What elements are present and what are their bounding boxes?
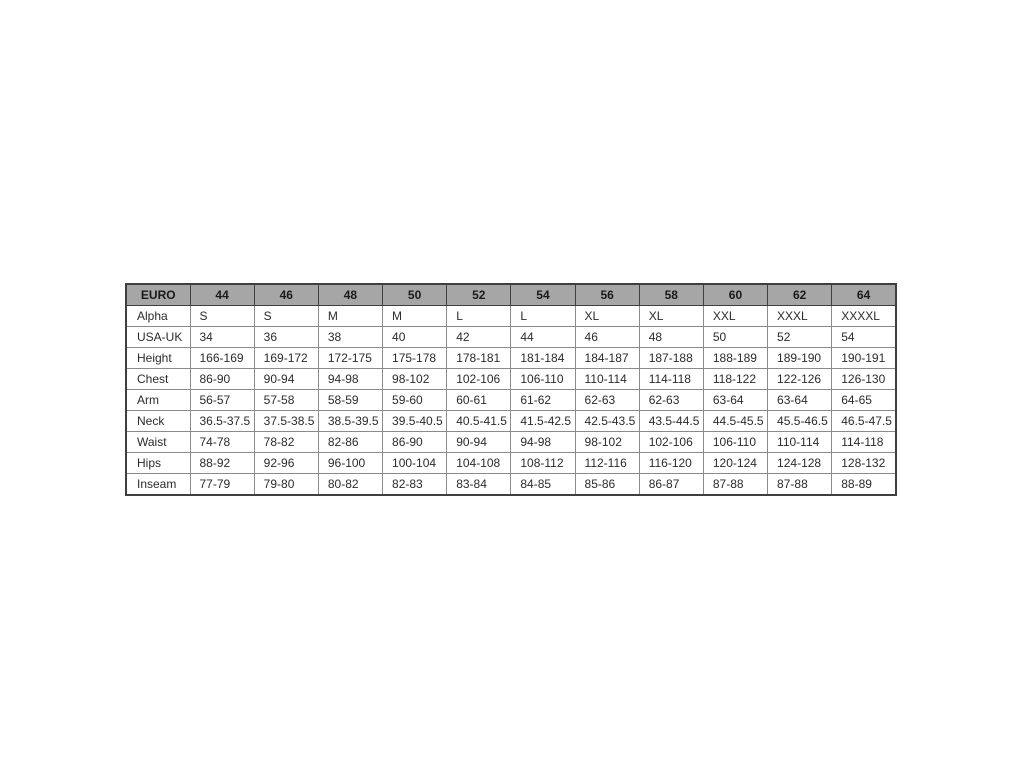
size-table-body xyxy=(126,306,896,496)
table-row xyxy=(126,348,896,369)
value-cell: 64-65 xyxy=(832,390,896,411)
value-cell: 88-89 xyxy=(832,474,896,496)
value-cell: 92-96 xyxy=(254,453,318,474)
row-label-cell: Chest xyxy=(126,369,190,390)
value-cell: 59-60 xyxy=(383,390,447,411)
row-label-cell: USA-UK xyxy=(126,327,190,348)
value-cell: S xyxy=(254,306,318,327)
value-cell: M xyxy=(383,306,447,327)
value-cell: XL xyxy=(575,306,639,327)
row-label-cell: Inseam xyxy=(126,474,190,496)
value-cell: XXL xyxy=(703,306,767,327)
value-cell: 46.5-47.5 xyxy=(832,411,896,432)
row-label-cell: Neck xyxy=(126,411,190,432)
value-cell: 77-79 xyxy=(190,474,254,496)
value-cell: 172-175 xyxy=(318,348,382,369)
header-cell-size: 50 xyxy=(383,284,447,306)
value-cell: 44 xyxy=(511,327,575,348)
value-cell: 74-78 xyxy=(190,432,254,453)
value-cell: 57-58 xyxy=(254,390,318,411)
header-cell-size: 54 xyxy=(511,284,575,306)
value-cell: 78-82 xyxy=(254,432,318,453)
value-cell: 38 xyxy=(318,327,382,348)
value-cell: 108-112 xyxy=(511,453,575,474)
table-row xyxy=(126,453,896,474)
value-cell: 42 xyxy=(447,327,511,348)
header-cell-size: 60 xyxy=(703,284,767,306)
value-cell: 114-118 xyxy=(832,432,896,453)
value-cell: 63-64 xyxy=(703,390,767,411)
header-cell-size: 64 xyxy=(832,284,896,306)
table-row xyxy=(126,432,896,453)
value-cell: 36.5-37.5 xyxy=(190,411,254,432)
value-cell: 102-106 xyxy=(447,369,511,390)
value-cell: 58-59 xyxy=(318,390,382,411)
table-row xyxy=(126,474,896,496)
value-cell: 169-172 xyxy=(254,348,318,369)
header-cell-euro: EURO xyxy=(126,284,190,306)
value-cell: XXXL xyxy=(768,306,832,327)
header-cell-size: 44 xyxy=(190,284,254,306)
value-cell: 38.5-39.5 xyxy=(318,411,382,432)
table-row xyxy=(126,390,896,411)
header-cell-size: 58 xyxy=(639,284,703,306)
value-cell: 184-187 xyxy=(575,348,639,369)
value-cell: 86-87 xyxy=(639,474,703,496)
value-cell: 118-122 xyxy=(703,369,767,390)
value-cell: 52 xyxy=(768,327,832,348)
size-conversion-table xyxy=(125,283,897,496)
header-cell-size: 62 xyxy=(768,284,832,306)
value-cell: 175-178 xyxy=(383,348,447,369)
table-row xyxy=(126,306,896,327)
value-cell: 50 xyxy=(703,327,767,348)
value-cell: 40 xyxy=(383,327,447,348)
table-row xyxy=(126,369,896,390)
value-cell: 110-114 xyxy=(768,432,832,453)
value-cell: 106-110 xyxy=(511,369,575,390)
table-row xyxy=(126,411,896,432)
row-label-cell: Arm xyxy=(126,390,190,411)
row-label-cell: Alpha xyxy=(126,306,190,327)
size-table-header-row xyxy=(126,284,896,306)
value-cell: S xyxy=(190,306,254,327)
value-cell: 88-92 xyxy=(190,453,254,474)
value-cell: 102-106 xyxy=(639,432,703,453)
value-cell: M xyxy=(318,306,382,327)
value-cell: 114-118 xyxy=(639,369,703,390)
value-cell: 87-88 xyxy=(703,474,767,496)
value-cell: 40.5-41.5 xyxy=(447,411,511,432)
value-cell: 43.5-44.5 xyxy=(639,411,703,432)
size-table-head xyxy=(126,284,896,306)
table-row xyxy=(126,327,896,348)
value-cell: 104-108 xyxy=(447,453,511,474)
value-cell: 80-82 xyxy=(318,474,382,496)
value-cell: 42.5-43.5 xyxy=(575,411,639,432)
value-cell: 45.5-46.5 xyxy=(768,411,832,432)
value-cell: 46 xyxy=(575,327,639,348)
value-cell: 94-98 xyxy=(318,369,382,390)
value-cell: 36 xyxy=(254,327,318,348)
size-chart-container xyxy=(125,283,897,496)
value-cell: 87-88 xyxy=(768,474,832,496)
header-cell-size: 52 xyxy=(447,284,511,306)
value-cell: 98-102 xyxy=(383,369,447,390)
value-cell: 61-62 xyxy=(511,390,575,411)
value-cell: 126-130 xyxy=(832,369,896,390)
value-cell: 62-63 xyxy=(575,390,639,411)
value-cell: 86-90 xyxy=(383,432,447,453)
value-cell: 96-100 xyxy=(318,453,382,474)
value-cell: 124-128 xyxy=(768,453,832,474)
value-cell: 110-114 xyxy=(575,369,639,390)
value-cell: 90-94 xyxy=(254,369,318,390)
value-cell: L xyxy=(447,306,511,327)
value-cell: 112-116 xyxy=(575,453,639,474)
value-cell: 90-94 xyxy=(447,432,511,453)
value-cell: 189-190 xyxy=(768,348,832,369)
value-cell: 120-124 xyxy=(703,453,767,474)
row-label-cell: Height xyxy=(126,348,190,369)
value-cell: L xyxy=(511,306,575,327)
value-cell: 79-80 xyxy=(254,474,318,496)
value-cell: 166-169 xyxy=(190,348,254,369)
value-cell: XXXXL xyxy=(832,306,896,327)
header-cell-size: 46 xyxy=(254,284,318,306)
value-cell: 106-110 xyxy=(703,432,767,453)
value-cell: 188-189 xyxy=(703,348,767,369)
header-cell-size: 56 xyxy=(575,284,639,306)
value-cell: 62-63 xyxy=(639,390,703,411)
value-cell: 122-126 xyxy=(768,369,832,390)
value-cell: 41.5-42.5 xyxy=(511,411,575,432)
value-cell: 54 xyxy=(832,327,896,348)
value-cell: 60-61 xyxy=(447,390,511,411)
value-cell: 100-104 xyxy=(383,453,447,474)
value-cell: 181-184 xyxy=(511,348,575,369)
value-cell: 187-188 xyxy=(639,348,703,369)
row-label-cell: Hips xyxy=(126,453,190,474)
value-cell: 39.5-40.5 xyxy=(383,411,447,432)
value-cell: 190-191 xyxy=(832,348,896,369)
row-label-cell: Waist xyxy=(126,432,190,453)
value-cell: 128-132 xyxy=(832,453,896,474)
value-cell: 86-90 xyxy=(190,369,254,390)
value-cell: 44.5-45.5 xyxy=(703,411,767,432)
value-cell: 83-84 xyxy=(447,474,511,496)
value-cell: 85-86 xyxy=(575,474,639,496)
value-cell: 56-57 xyxy=(190,390,254,411)
value-cell: 84-85 xyxy=(511,474,575,496)
value-cell: 94-98 xyxy=(511,432,575,453)
value-cell: 34 xyxy=(190,327,254,348)
value-cell: 63-64 xyxy=(768,390,832,411)
value-cell: 98-102 xyxy=(575,432,639,453)
value-cell: 178-181 xyxy=(447,348,511,369)
value-cell: 37.5-38.5 xyxy=(254,411,318,432)
value-cell: 48 xyxy=(639,327,703,348)
value-cell: 82-86 xyxy=(318,432,382,453)
header-cell-size: 48 xyxy=(318,284,382,306)
value-cell: 116-120 xyxy=(639,453,703,474)
value-cell: XL xyxy=(639,306,703,327)
value-cell: 82-83 xyxy=(383,474,447,496)
